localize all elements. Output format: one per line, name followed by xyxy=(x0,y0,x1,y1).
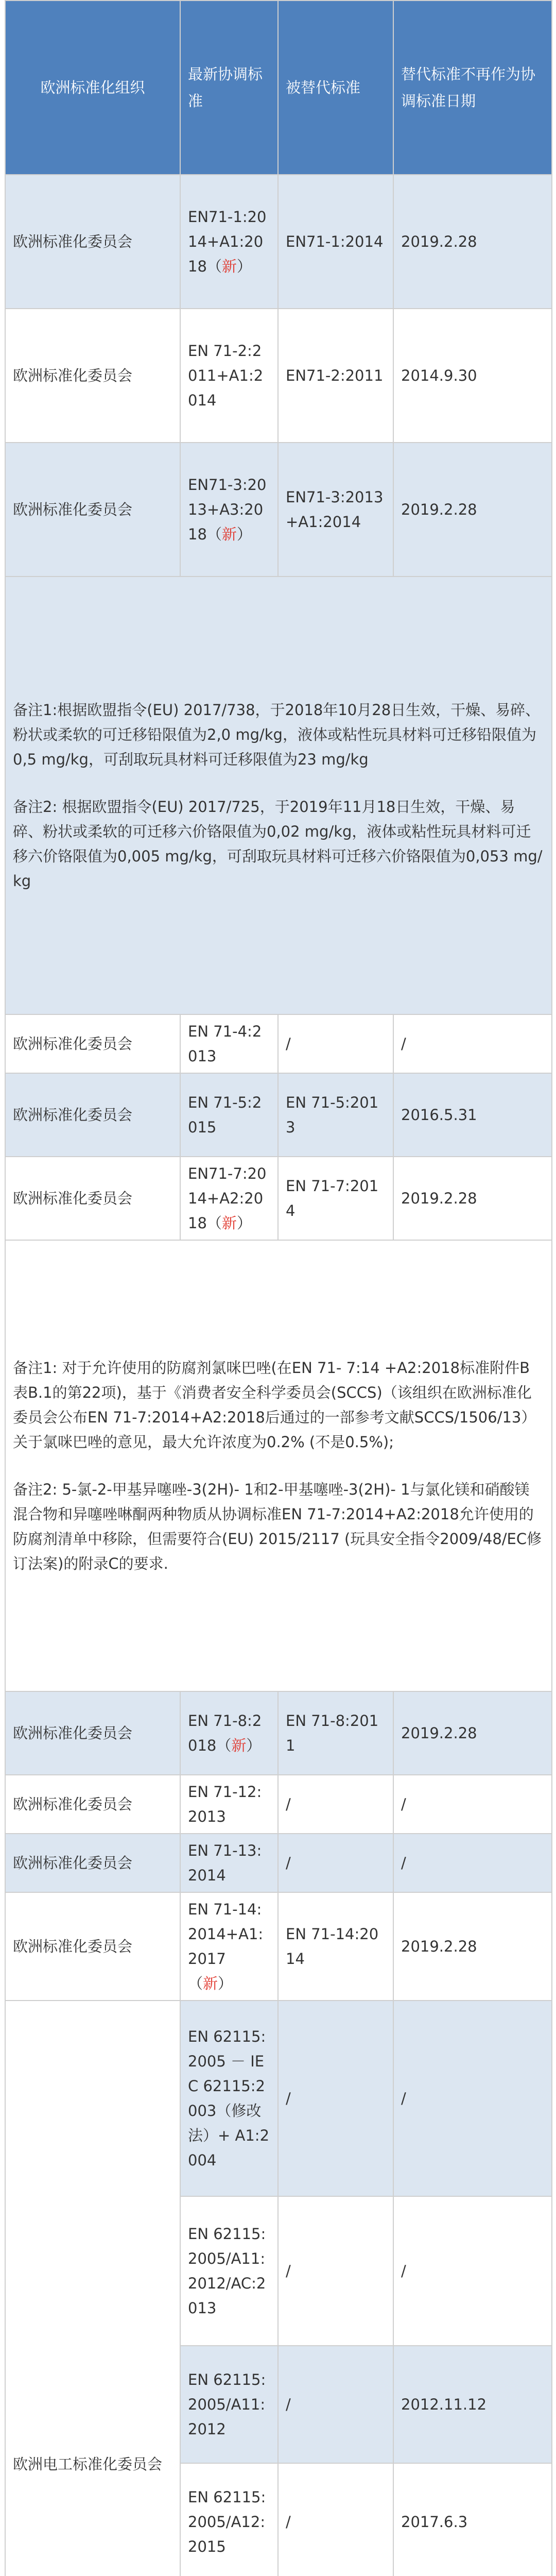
cell-replaced-text: EN 71-8:2011 xyxy=(286,1712,379,1754)
table-row xyxy=(5,1775,552,1834)
new-mark: 新 xyxy=(221,526,237,543)
cell-date-text: / xyxy=(401,1035,406,1053)
cell-date xyxy=(393,2463,552,2576)
cell-org xyxy=(5,2001,180,2576)
cell-latest: EN71-3:2013+A3:2018（新） xyxy=(180,443,278,577)
cell-org xyxy=(5,1014,180,1073)
cell-latest: EN 71-8:2018（新） xyxy=(180,1691,278,1775)
cell-latest-text: EN 71-12:2013 xyxy=(188,1783,262,1825)
cell-latest-text: EN 71-13:2014 xyxy=(188,1842,262,1884)
cell-date xyxy=(393,2001,552,2196)
cell-latest xyxy=(180,2196,278,2346)
cell-replaced-text: / xyxy=(286,1854,291,1872)
cell-org-text: 欧洲标准化委员会 xyxy=(13,1106,133,1124)
table-row xyxy=(5,1892,552,2001)
cell-org xyxy=(5,1691,180,1775)
cell-latest xyxy=(180,1014,278,1073)
cell-org-text: 欧洲标准化委员会 xyxy=(13,367,133,384)
cell-org-text: 欧洲标准化委员会 xyxy=(13,1190,133,1207)
cell-latest-text: EN 62115:2005/A11:2012 xyxy=(188,2371,266,2438)
cell-date-text: 2019.2.28 xyxy=(401,1938,477,1955)
cell-date-text: / xyxy=(401,1795,406,1813)
cell-replaced-text: / xyxy=(286,2262,291,2280)
table-row xyxy=(5,1014,552,1073)
cell-replaced-text: EN 71-14:2014 xyxy=(286,1925,379,1968)
cell-latest-text: EN 62115:2005/A12:2015 xyxy=(188,2488,266,2555)
cell-latest-text: EN71-3:2013+A3:2018 xyxy=(188,476,267,543)
cell-replaced-text: EN71-1:2014 xyxy=(286,233,384,250)
cell-org-text: 欧洲标准化委员会 xyxy=(13,1035,133,1053)
note-paragraph: 备注1:根据欧盟指令(EU) 2017/738，于2018年10月28日生效，干燥、易碎、粉状或柔软的可迁移铅限值为2,0 mg/kg，液体或粘性玩具材料可迁移铅限值为0,5 mg/kg，可刮取玩具材料可迁移限值为23 mg/kg xyxy=(13,701,541,768)
table-row xyxy=(5,309,552,443)
cell-latest-text: EN 71-8:2018 xyxy=(188,1712,262,1754)
cell-org-text: 欧洲标准化委员会 xyxy=(13,1795,133,1813)
cell-date-text: 2019.2.28 xyxy=(401,1724,477,1742)
cell-date xyxy=(393,2196,552,2346)
cell-replaced xyxy=(278,2001,393,2196)
note-cell xyxy=(5,577,552,1014)
cell-date-text: 2019.2.28 xyxy=(401,1190,477,1207)
cell-date xyxy=(393,1834,552,1892)
cell-latest-text: EN71-7:2014+A2:2018 xyxy=(188,1165,267,1232)
cell-replaced-text: / xyxy=(286,2090,291,2107)
cell-org-text: 欧洲标准化委员会 xyxy=(13,1724,133,1742)
cell-org-text: 欧洲标准化委员会 xyxy=(13,233,133,250)
cell-replaced-text: EN71-2:2011 xyxy=(286,367,384,384)
cell-latest-text: EN 62115:2005/A11:2012/AC:2013 xyxy=(188,2225,266,2317)
cell-replaced xyxy=(278,1834,393,1892)
header-end-date: 替代标准不再作为协调标准日期 xyxy=(393,1,552,175)
table-row xyxy=(5,1834,552,1892)
new-mark: 新 xyxy=(231,1737,247,1754)
cell-latest-text: EN 71-14:2014+A1:2017 xyxy=(188,1901,264,1968)
new-mark: 新 xyxy=(203,1975,218,1992)
cell-date xyxy=(393,443,552,577)
cell-replaced xyxy=(278,1691,393,1775)
note-paragraph: 备注2: 根据欧盟指令(EU) 2017/725，于2019年11月18日生效，干燥、易碎、粉状或柔软的可迁移六价铬限值为0,02 mg/kg，液体或粘性玩具材料可迁移六价铬限值为0,005 mg/kg，可刮取玩具材料可迁移六价铬限值为0,053 mg/kg xyxy=(13,798,543,890)
cell-latest xyxy=(180,2001,278,2196)
cell-replaced xyxy=(278,1775,393,1834)
cell-org xyxy=(5,443,180,577)
cell-org xyxy=(5,309,180,443)
header-latest: 最新协调标准 xyxy=(180,1,278,175)
cell-date-text: / xyxy=(401,2090,406,2107)
cell-latest-text: EN 62115:2005 － IEC 62115:2003（修改法）+ A1:2004 xyxy=(188,2028,270,2169)
cell-date-text: / xyxy=(401,1854,406,1872)
cell-latest: EN 71-14:2014+A1:2017（新） xyxy=(180,1892,278,2001)
cell-date-text: 2019.2.28 xyxy=(401,501,477,518)
cell-latest xyxy=(180,1775,278,1834)
cell-org-text: 欧洲电工标准化委员会 xyxy=(13,2455,163,2473)
cell-org xyxy=(5,1775,180,1834)
note-row xyxy=(5,1240,552,1691)
cell-latest xyxy=(180,1834,278,1892)
table-row xyxy=(5,443,552,577)
cell-date xyxy=(393,309,552,443)
cell-date-text: / xyxy=(401,2262,406,2280)
cell-latest-text: EN71-1:2014+A1:2018 xyxy=(188,208,267,275)
note-paragraph: 备注1: 对于允许使用的防腐剂氯咪巴唑(在EN 71- 7:14 +A2:2018标准附件B表B.1的第22项)，基于《消费者安全科学委员会(SCCS)（该组织在欧洲标准化委员会公布EN 71-7:2014+A2:2018后通过的一部参考文献SCCS/1506/13）关于氯咪巴唑的意见，最大允许浓度为0.2% (不是0.5%); xyxy=(13,1359,536,1451)
cell-replaced xyxy=(278,2346,393,2463)
cell-date xyxy=(393,1014,552,1073)
cell-latest: EN71-7:2014+A2:2018（新） xyxy=(180,1157,278,1240)
cell-date xyxy=(393,1775,552,1834)
cell-org xyxy=(5,1834,180,1892)
new-mark: 新 xyxy=(221,258,237,275)
cell-replaced xyxy=(278,1073,393,1157)
cell-replaced xyxy=(278,2196,393,2346)
cell-org xyxy=(5,1073,180,1157)
cell-latest-text: EN 71-2:2011+A1:2014 xyxy=(188,342,264,409)
header-replaced: 被替代标准 xyxy=(278,1,393,175)
cell-latest: EN71-1:2014+A1:2018（新） xyxy=(180,175,278,309)
cell-date-text: 2014.9.30 xyxy=(401,367,477,384)
cell-date-text: 2017.6.3 xyxy=(401,2513,468,2531)
cell-latest xyxy=(180,309,278,443)
cell-replaced xyxy=(278,2463,393,2576)
cell-replaced-text: EN71-3:2013+A1:2014 xyxy=(286,488,384,531)
table-header-row xyxy=(5,1,552,175)
cell-org xyxy=(5,1892,180,2001)
cell-date-text: 2012.11.12 xyxy=(401,2396,487,2413)
cell-date xyxy=(393,1073,552,1157)
cell-latest-text: EN 71-4:2013 xyxy=(188,1023,262,1065)
cell-org-text: 欧洲标准化委员会 xyxy=(13,1854,133,1872)
cell-date-text: 2016.5.31 xyxy=(401,1106,477,1124)
cell-date xyxy=(393,1157,552,1240)
cell-org xyxy=(5,1157,180,1240)
table-row xyxy=(5,1073,552,1157)
cell-org-text: 欧洲标准化委员会 xyxy=(13,501,133,518)
cell-replaced-text: / xyxy=(286,1035,291,1053)
cell-replaced xyxy=(278,309,393,443)
cell-date xyxy=(393,175,552,309)
cell-replaced-text: EN 71-5:2013 xyxy=(286,1094,379,1136)
table-row xyxy=(5,175,552,309)
cell-replaced-text: / xyxy=(286,2513,291,2531)
cell-replaced-text: / xyxy=(286,2396,291,2413)
note-row xyxy=(5,577,552,1014)
cell-replaced xyxy=(278,1157,393,1240)
cell-latest xyxy=(180,1073,278,1157)
cell-latest-text: EN 71-5:2015 xyxy=(188,1094,262,1136)
cell-replaced xyxy=(278,175,393,309)
table-row xyxy=(5,2001,552,2196)
cell-replaced-text: / xyxy=(286,1795,291,1813)
cell-replaced xyxy=(278,443,393,577)
cell-replaced xyxy=(278,1014,393,1073)
cell-date xyxy=(393,1892,552,2001)
harmonised-standards-table xyxy=(5,0,552,2576)
cell-org xyxy=(5,175,180,309)
cell-date-text: 2019.2.28 xyxy=(401,233,477,250)
cell-replaced xyxy=(278,1892,393,2001)
note-cell xyxy=(5,1240,552,1691)
header-org: 欧洲标准化组织 xyxy=(5,1,180,175)
cell-date xyxy=(393,2346,552,2463)
cell-replaced-text: EN 71-7:2014 xyxy=(286,1177,379,1219)
table-row xyxy=(5,1157,552,1240)
new-mark: 新 xyxy=(221,1214,237,1232)
note-paragraph: 备注2: 5-氯-2-甲基异噻唑-3(2H)- 1和2-甲基噻唑-3(2H)- 1与氯化镁和硝酸镁混合物和异噻唑啉酮两种物质从协调标准EN 71-7:2014+A2:2018允许使用的防腐剂清单中移除，但需要符合(EU) 2015/2117 (玩具安全指令2009/48/EC修订法案)的附录C的要求. xyxy=(13,1481,542,1572)
cell-latest xyxy=(180,2346,278,2463)
cell-org-text: 欧洲标准化委员会 xyxy=(13,1938,133,1955)
cell-date xyxy=(393,1691,552,1775)
cell-latest xyxy=(180,2463,278,2576)
table-row xyxy=(5,1691,552,1775)
